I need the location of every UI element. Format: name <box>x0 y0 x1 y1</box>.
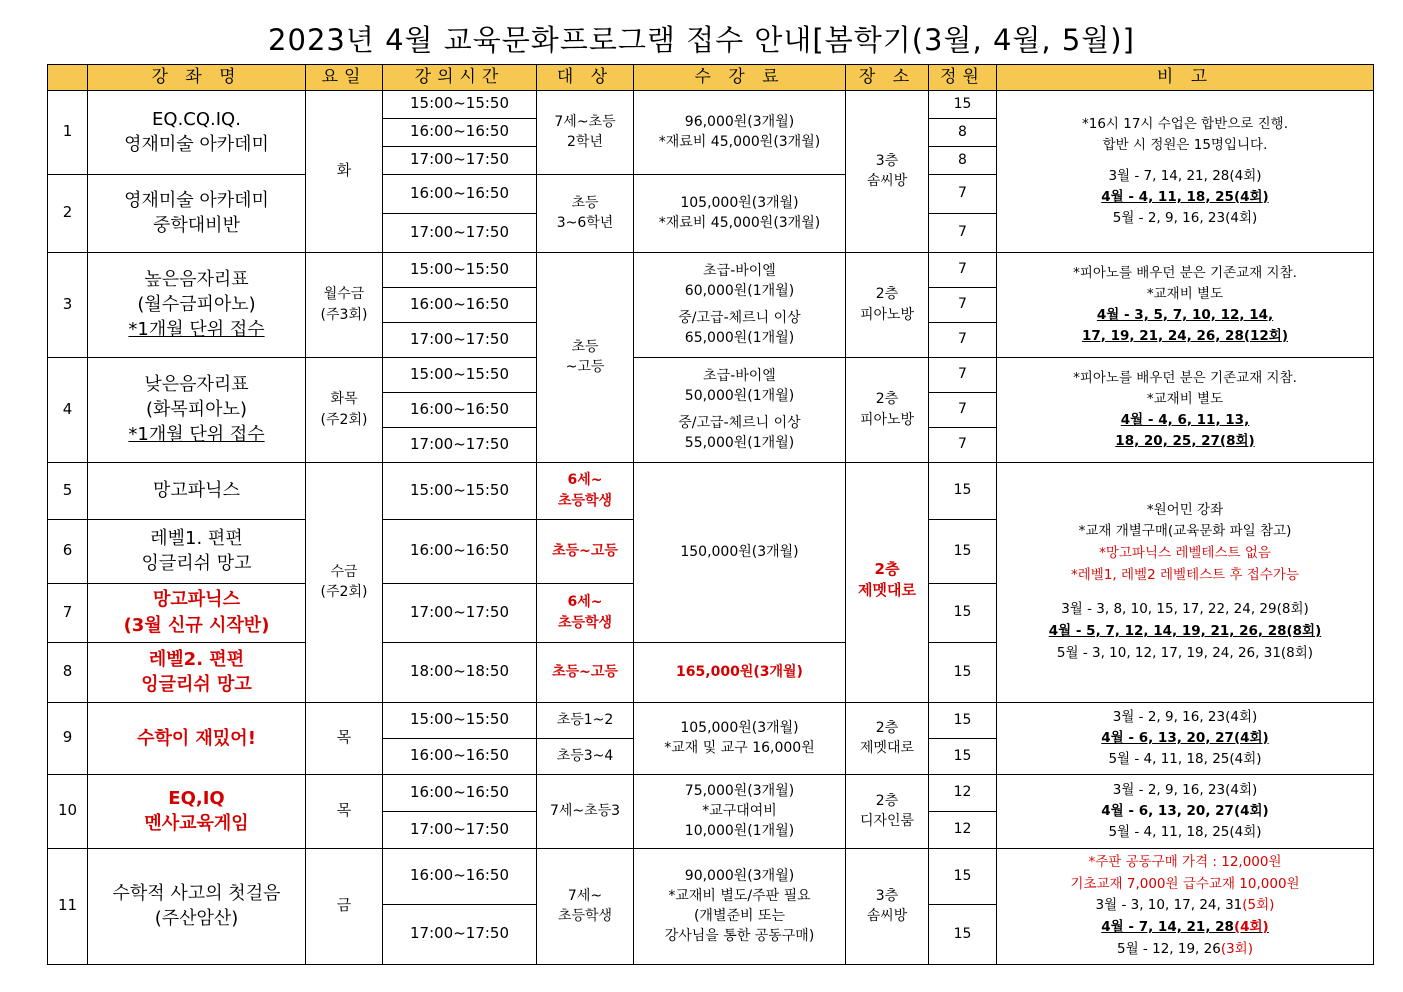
course-name: 레벨1. 편편 잉글리쉬 망고 <box>88 519 306 583</box>
course-name: 수학이 재밌어! <box>88 702 306 774</box>
capacity: 7 <box>929 427 997 462</box>
course-target: 초등~고등 <box>537 519 634 583</box>
row-number: 1 <box>48 90 88 174</box>
class-time: 15:00~15:50 <box>383 357 537 392</box>
table-row <box>48 252 1374 287</box>
course-name: 낮은음자리표 (화목피아노) *1개월 단위 접수 <box>88 357 306 462</box>
capacity: 7 <box>929 392 997 427</box>
class-time: 17:00~17:50 <box>383 904 537 964</box>
class-time: 17:00~17:50 <box>383 322 537 357</box>
class-time: 16:00~16:50 <box>383 774 537 811</box>
course-name: 레벨2. 편편 잉글리쉬 망고 <box>88 642 306 702</box>
course-name: 수학적 사고의 첫걸음 (주산암산) <box>88 848 306 964</box>
table-row <box>48 774 1374 811</box>
class-time: 16:00~16:50 <box>383 118 537 146</box>
capacity: 8 <box>929 146 997 174</box>
course-target: 초등~고등 <box>537 642 634 702</box>
header-no <box>48 65 88 91</box>
capacity: 12 <box>929 811 997 848</box>
course-place: 2층 디자인룸 <box>846 774 929 848</box>
capacity: 15 <box>929 904 997 964</box>
course-place: 2층 제멧대로 <box>846 462 929 702</box>
course-note: *피아노를 배우던 분은 기존교재 지참. *교재비 별도 4월 - 3, 5, 7, 10, 12, 14, 17, 19, 21, 24, 26, 28(12회) <box>997 252 1374 357</box>
course-fee: 초급-바이엘 50,000원(1개월) 중/고급-체르니 이상 55,000원(1개월) <box>634 357 846 462</box>
table-row <box>48 702 1374 738</box>
page-title: 2023년 4월 교육문화프로그램 접수 안내[봄학기(3월, 4월, 5월)] <box>268 23 1135 57</box>
course-note: *16시 17시 수업은 합반으로 진행. 합반 시 정원은 15명입니다. 3월 - 7, 14, 21, 28(4회) 4월 - 4, 11, 18, 25(4회) 5월 - 2, 9, 16, 23(4회) <box>997 90 1374 252</box>
class-time: 17:00~17:50 <box>383 146 537 174</box>
class-time: 15:00~15:50 <box>383 702 537 738</box>
course-target: 초등1~2 <box>537 702 634 738</box>
course-fee: 90,000원(3개월) *교재비 별도/주판 필요 (개별준비 또는 강사님을 통한 공동구매) <box>634 848 846 964</box>
course-day: 목 <box>306 702 383 774</box>
class-time: 17:00~17:50 <box>383 583 537 642</box>
course-target: 7세~초등 2학년 <box>537 90 634 174</box>
capacity: 7 <box>929 357 997 392</box>
course-target: 초등 ~고등 <box>537 252 634 462</box>
course-fee: 105,000원(3개월) *교재 및 교구 16,000원 <box>634 702 846 774</box>
course-day: 금 <box>306 848 383 964</box>
row-number: 11 <box>48 848 88 964</box>
capacity: 15 <box>929 642 997 702</box>
row-number: 9 <box>48 702 88 774</box>
course-place: 3층 솜씨방 <box>846 848 929 964</box>
course-fee: 105,000원(3개월) *재료비 45,000원(3개월) <box>634 174 846 252</box>
program-table <box>47 64 1374 965</box>
capacity: 12 <box>929 774 997 811</box>
course-target: 6세~ 초등학생 <box>537 583 634 642</box>
row-number: 5 <box>48 462 88 519</box>
class-time: 16:00~16:50 <box>383 519 537 583</box>
course-day: 월수금 (주3회) <box>306 252 383 357</box>
header-note: 비 고 <box>997 65 1374 91</box>
course-day: 화 <box>306 90 383 252</box>
capacity: 7 <box>929 252 997 287</box>
table-row <box>48 848 1374 904</box>
class-time: 17:00~17:50 <box>383 811 537 848</box>
class-time: 16:00~16:50 <box>383 174 537 213</box>
course-target: 초등 3~6학년 <box>537 174 634 252</box>
class-time: 15:00~15:50 <box>383 462 537 519</box>
course-target: 7세~ 초등학생 <box>537 848 634 964</box>
capacity: 7 <box>929 287 997 322</box>
class-time: 15:00~15:50 <box>383 252 537 287</box>
course-note: 3월 - 2, 9, 16, 23(4회) 4월 - 6, 13, 20, 27(4회) 5월 - 4, 11, 18, 25(4회) <box>997 702 1374 774</box>
course-day: 수금 (주2회) <box>306 462 383 702</box>
course-place: 2층 피아노방 <box>846 357 929 462</box>
class-time: 15:00~15:50 <box>383 90 537 118</box>
row-number: 4 <box>48 357 88 462</box>
course-note: *원어민 강좌 *교재 개별구매(교육문화 파일 참고) *망고파닉스 레벨테스트 없음 *레벨1, 레벨2 레벨테스트 후 접수가능 3월 - 3, 8, 10, 15, 17, 22, 24, 29(8회) 4월 - 5, 7, 12, 14, 19, 21, 26, 28(8회) 5월 - 3, 10, 12, 17, 19, 24, 26, 31(8회) <box>997 462 1374 702</box>
course-place: 2층 피아노방 <box>846 252 929 357</box>
header-time: 강의시간 <box>383 65 537 91</box>
class-time: 16:00~16:50 <box>383 738 537 774</box>
table-row <box>48 462 1374 519</box>
course-name: 영재미술 아카데미 중학대비반 <box>88 174 306 252</box>
header-name: 강 좌 명 <box>88 65 306 91</box>
class-time: 17:00~17:50 <box>383 427 537 462</box>
course-day: 화목 (주2회) <box>306 357 383 462</box>
course-name: 망고파닉스 (3월 신규 시작반) <box>88 583 306 642</box>
header-day: 요일 <box>306 65 383 91</box>
row-number: 7 <box>48 583 88 642</box>
course-place: 2층 제멧대로 <box>846 702 929 774</box>
class-time: 16:00~16:50 <box>383 848 537 904</box>
header-capacity: 정원 <box>929 65 997 91</box>
row-number: 6 <box>48 519 88 583</box>
header-place: 장 소 <box>846 65 929 91</box>
course-note: *피아노를 배우던 분은 기존교재 지참. *교재비 별도 4월 - 4, 6, 11, 13, 18, 20, 25, 27(8회) <box>997 357 1374 462</box>
capacity: 7 <box>929 322 997 357</box>
course-day: 목 <box>306 774 383 848</box>
capacity: 15 <box>929 583 997 642</box>
course-place: 3층 솜씨방 <box>846 90 929 252</box>
row-number: 10 <box>48 774 88 848</box>
header-target: 대 상 <box>537 65 634 91</box>
capacity: 7 <box>929 213 997 252</box>
course-note: *주판 공동구매 가격 : 12,000원 기초교재 7,000원 급수교재 10,000원 3월 - 3, 10, 17, 24, 31(5회) 4월 - 7, 14, 21, 28(4회) 5월 - 12, 19, 26(3회) <box>997 848 1374 964</box>
row-number: 2 <box>48 174 88 252</box>
course-name: 망고파닉스 <box>88 462 306 519</box>
class-time: 16:00~16:50 <box>383 287 537 322</box>
capacity: 7 <box>929 174 997 213</box>
header-row <box>48 65 1374 91</box>
course-target: 초등3~4 <box>537 738 634 774</box>
capacity: 15 <box>929 702 997 738</box>
capacity: 15 <box>929 90 997 118</box>
course-target: 7세~초등3 <box>537 774 634 848</box>
row-number: 3 <box>48 252 88 357</box>
row-number: 8 <box>48 642 88 702</box>
course-name: EQ.CQ.IQ. 영재미술 아카데미 <box>88 90 306 174</box>
course-note: 3월 - 2, 9, 16, 23(4회) 4월 - 6, 13, 20, 27(4회) 5월 - 4, 11, 18, 25(4회) <box>997 774 1374 848</box>
capacity: 15 <box>929 462 997 519</box>
capacity: 15 <box>929 738 997 774</box>
capacity: 8 <box>929 118 997 146</box>
class-time: 18:00~18:50 <box>383 642 537 702</box>
course-fee: 75,000원(3개월) *교구대여비 10,000원(1개월) <box>634 774 846 848</box>
class-time: 16:00~16:50 <box>383 392 537 427</box>
course-fee: 165,000원(3개월) <box>634 642 846 702</box>
course-target: 6세~ 초등학생 <box>537 462 634 519</box>
course-fee: 초급-바이엘 60,000원(1개월) 중/고급-체르니 이상 65,000원(1개월) <box>634 252 846 357</box>
header-fee: 수 강 료 <box>634 65 846 91</box>
table-row <box>48 357 1374 392</box>
course-fee: 96,000원(3개월) *재료비 45,000원(3개월) <box>634 90 846 174</box>
course-name: EQ,IQ 멘사교육게임 <box>88 774 306 848</box>
course-name: 높은음자리표 (월수금피아노) *1개월 단위 접수 <box>88 252 306 357</box>
course-fee: 150,000원(3개월) <box>634 462 846 642</box>
class-time: 17:00~17:50 <box>383 213 537 252</box>
capacity: 15 <box>929 519 997 583</box>
table-row <box>48 90 1374 118</box>
capacity: 15 <box>929 848 997 904</box>
